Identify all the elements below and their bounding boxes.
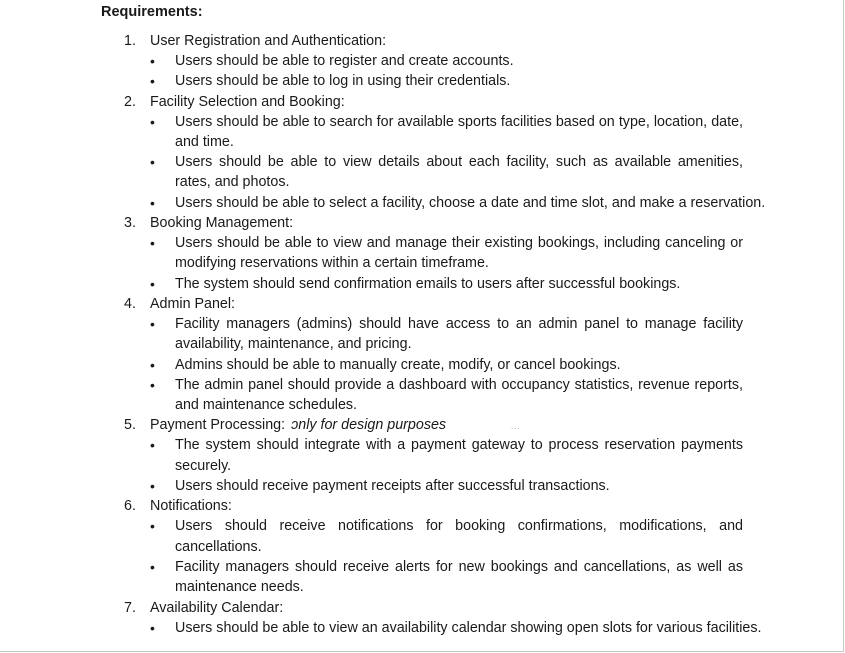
bullet-list	[0, 618, 843, 638]
section-title: Notifications:	[150, 498, 232, 515]
section-number: 1.	[124, 33, 136, 49]
list-item	[0, 233, 743, 274]
bullet-icon: •	[150, 73, 155, 90]
bullet-icon: •	[150, 194, 155, 211]
section-number: 3.	[124, 215, 136, 232]
list-item	[0, 274, 743, 294]
section-booking-management	[0, 213, 843, 294]
list-item	[0, 476, 743, 496]
section-title: Availability Calendar:	[150, 599, 284, 616]
list-item-text: Users should be able to register and create accounts.	[175, 53, 514, 69]
bullet-icon: •	[150, 53, 155, 69]
section-title: User Registration and Authentication:	[150, 33, 387, 49]
list-item	[0, 618, 762, 638]
section-title-row	[0, 294, 843, 314]
section-title: Admin Panel:	[150, 295, 236, 312]
bullet-icon: •	[150, 275, 155, 292]
section-admin-panel	[0, 294, 843, 415]
note-marks: ...	[511, 422, 521, 432]
list-item-text: Facility managers (admins) should have access to an admin panel to manage facility availability, maintenance, and pricing.	[175, 315, 743, 353]
list-item	[0, 51, 743, 71]
list-item	[0, 314, 743, 355]
section-title-row	[0, 415, 843, 435]
section-title: Payment Processing:	[150, 417, 286, 434]
bullet-icon: •	[150, 558, 155, 575]
section-facility-selection	[0, 92, 843, 213]
section-number: 7.	[124, 599, 136, 616]
bullet-icon: •	[150, 356, 155, 373]
section-number: 2.	[124, 93, 136, 110]
bullet-list	[0, 314, 843, 415]
list-item-text: Users should be able to search for available sports facilities based on type, location, date, and time.	[175, 113, 743, 150]
bullet-icon: •	[150, 235, 155, 252]
bullet-list	[0, 516, 843, 597]
list-item	[0, 557, 743, 598]
section-title-row	[0, 213, 843, 233]
section-payment-processing	[0, 415, 843, 496]
list-item	[0, 355, 743, 375]
list-item-text: Admins should be able to manually create, modify, or cancel bookings.	[175, 356, 621, 373]
section-title-row	[0, 598, 843, 618]
section-title-row	[0, 496, 843, 516]
bullet-list	[0, 51, 843, 92]
design-note: ɔnly for design purposes	[291, 417, 447, 434]
list-item	[0, 71, 743, 91]
list-item-text: Users should receive payment receipts after successful transactions.	[175, 478, 610, 495]
bullet-icon: •	[150, 518, 155, 535]
section-title-row	[0, 31, 843, 51]
bullet-list	[0, 112, 843, 213]
list-item-text: The system should integrate with a payment gateway to process reservation payments securely.	[175, 437, 743, 474]
list-item-text: Facility managers should receive alerts for new bookings and cancellations, as well as maintenance needs.	[175, 558, 743, 596]
list-item	[0, 112, 743, 153]
section-title: Booking Management:	[150, 215, 294, 232]
list-item	[0, 152, 743, 193]
section-title-group	[150, 415, 446, 435]
bullet-icon: •	[150, 113, 155, 130]
list-item-text: Users should be able to view an availability calendar showing open slots for various facilities.	[175, 619, 762, 636]
section-number: 6.	[124, 498, 136, 515]
requirements-heading: Requirements:	[101, 4, 203, 20]
list-item-text: Users should be able to select a facility, choose a date and time slot, and make a reservation.	[175, 194, 766, 211]
bullet-icon: •	[150, 619, 155, 636]
bullet-icon: •	[150, 376, 155, 393]
list-item	[0, 516, 743, 557]
bullet-list	[0, 435, 843, 496]
list-item	[0, 375, 743, 416]
list-item-text: Users should receive notifications for booking confirmations, modifications, and cancellations.	[175, 518, 743, 555]
list-item-text: Users should be able to view and manage their existing bookings, including canceling or modifying reservations within a certain timeframe.	[175, 235, 743, 272]
section-title-row	[0, 92, 843, 112]
list-item	[0, 435, 743, 476]
list-item-text: Users should be able to view details about each facility, such as available amenities, rates, and photos.	[175, 154, 743, 191]
list-item-text: The system should send confirmation emails to users after successful bookings.	[175, 275, 681, 292]
section-availability-calendar	[0, 598, 843, 638]
bullet-icon: •	[150, 478, 155, 495]
list-item	[0, 193, 766, 213]
bullet-icon: •	[150, 437, 155, 454]
list-item-text: Users should be able to log in using their credentials.	[175, 73, 511, 90]
bullet-icon: •	[150, 154, 155, 171]
section-number: 5.	[124, 417, 136, 434]
requirements-list	[0, 31, 843, 638]
list-item-text: The admin panel should provide a dashboard with occupancy statistics, revenue reports, and maintenance schedules.	[175, 376, 743, 414]
section-notifications	[0, 496, 843, 597]
section-number: 4.	[124, 295, 136, 312]
section-user-registration	[0, 31, 843, 92]
section-title: Facility Selection and Booking:	[150, 93, 345, 110]
bullet-list	[0, 233, 843, 294]
bullet-icon: •	[150, 315, 155, 332]
